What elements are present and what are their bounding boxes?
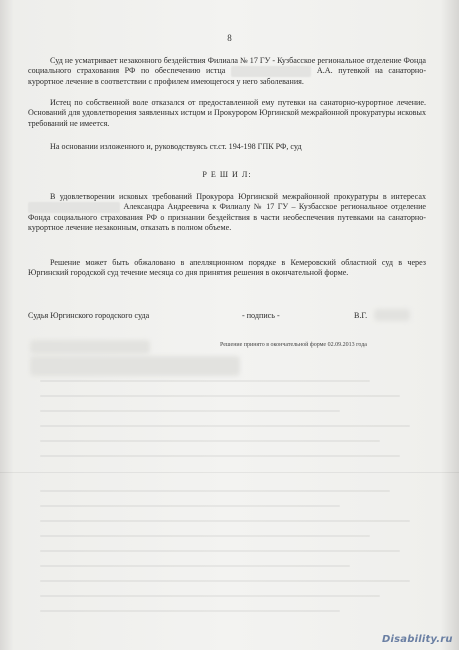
bleed-through-line [40, 490, 390, 492]
decision-heading: Р Е Ш И Л: [202, 170, 252, 179]
page-number: 8 [227, 33, 232, 43]
paragraph-1-text: Суд не усматривает незаконного бездействия Филиала № 17 ГУ - Кузбасское региональное отделение Фонда социального страхования РФ по обеспечению истца [28, 56, 426, 76]
paragraph-2: Истец по собственной воле отказался от предоставленной ему путевки на санаторно-курортное лечение. Оснований для удовлетворения заявленных истцом и Прокурором Юргинской межрайонной прокуратуры исковых требований не имеется. [28, 98, 426, 128]
redacted-stamp [30, 340, 150, 354]
bleed-through-line [40, 580, 410, 582]
paragraph-3: На основании изложенного и, руководствуясь ст.ст. 194-198 ГПК РФ, суд [50, 142, 302, 151]
bleed-through-line [40, 505, 340, 507]
bleed-through-line [40, 455, 400, 457]
bleed-through-line [40, 550, 400, 552]
paragraph-5: Решение может быть обжаловано в апелляционном порядке в Кемеровский областной суд в через Юргинский городской суд течение месяца со дня принятия решения в окончательной форме. [28, 258, 426, 278]
paragraph-1 [28, 56, 426, 87]
paragraph-4 [28, 192, 426, 234]
paragraph-4-text-a: В удовлетворении исковых требований Прокурора Юргинской межрайонной прокуратуры в интересах [50, 192, 426, 201]
judge-initials: В.Г. [354, 311, 368, 320]
judge-label: Судья Юргинского городского суда [28, 311, 150, 320]
decision-date-note: Решение принято в окончательной форме 02.09.2013 года [220, 342, 367, 348]
bleed-through-line [40, 595, 380, 597]
bleed-through-line [40, 565, 350, 567]
paragraph-4-text-b: Александра Андреевича к Филиалу № 17 ГУ – Кузбасское региональное отделение Фонда социального страхования РФ о признании бездействия в части необеспечения путевками на санаторно-курортное лечение незаконным, отказать в полном объеме. [28, 202, 426, 233]
bleed-through-line [40, 535, 370, 537]
bleed-through-line [40, 410, 340, 412]
bleed-through-line [40, 440, 380, 442]
paragraph-1-rest: путевкой на санаторно-курортное лечение в соответствии с профилем имеющегося у него заболевания. [28, 66, 427, 86]
redacted-surname [231, 66, 311, 76]
bleed-through-line [40, 395, 400, 397]
bleed-through-line [40, 610, 340, 612]
paragraph-1-initials: А.А. [316, 66, 333, 76]
redacted-judge-surname [374, 309, 410, 321]
signature-mark: - подпись - [242, 311, 280, 320]
redacted-stamp [30, 356, 240, 376]
bleed-through-line [40, 425, 410, 427]
paper-fold [0, 472, 459, 473]
bleed-through-line [40, 380, 370, 382]
bleed-through-line [40, 520, 410, 522]
watermark: Disability.ru [382, 634, 453, 645]
redacted-surname [28, 202, 120, 212]
